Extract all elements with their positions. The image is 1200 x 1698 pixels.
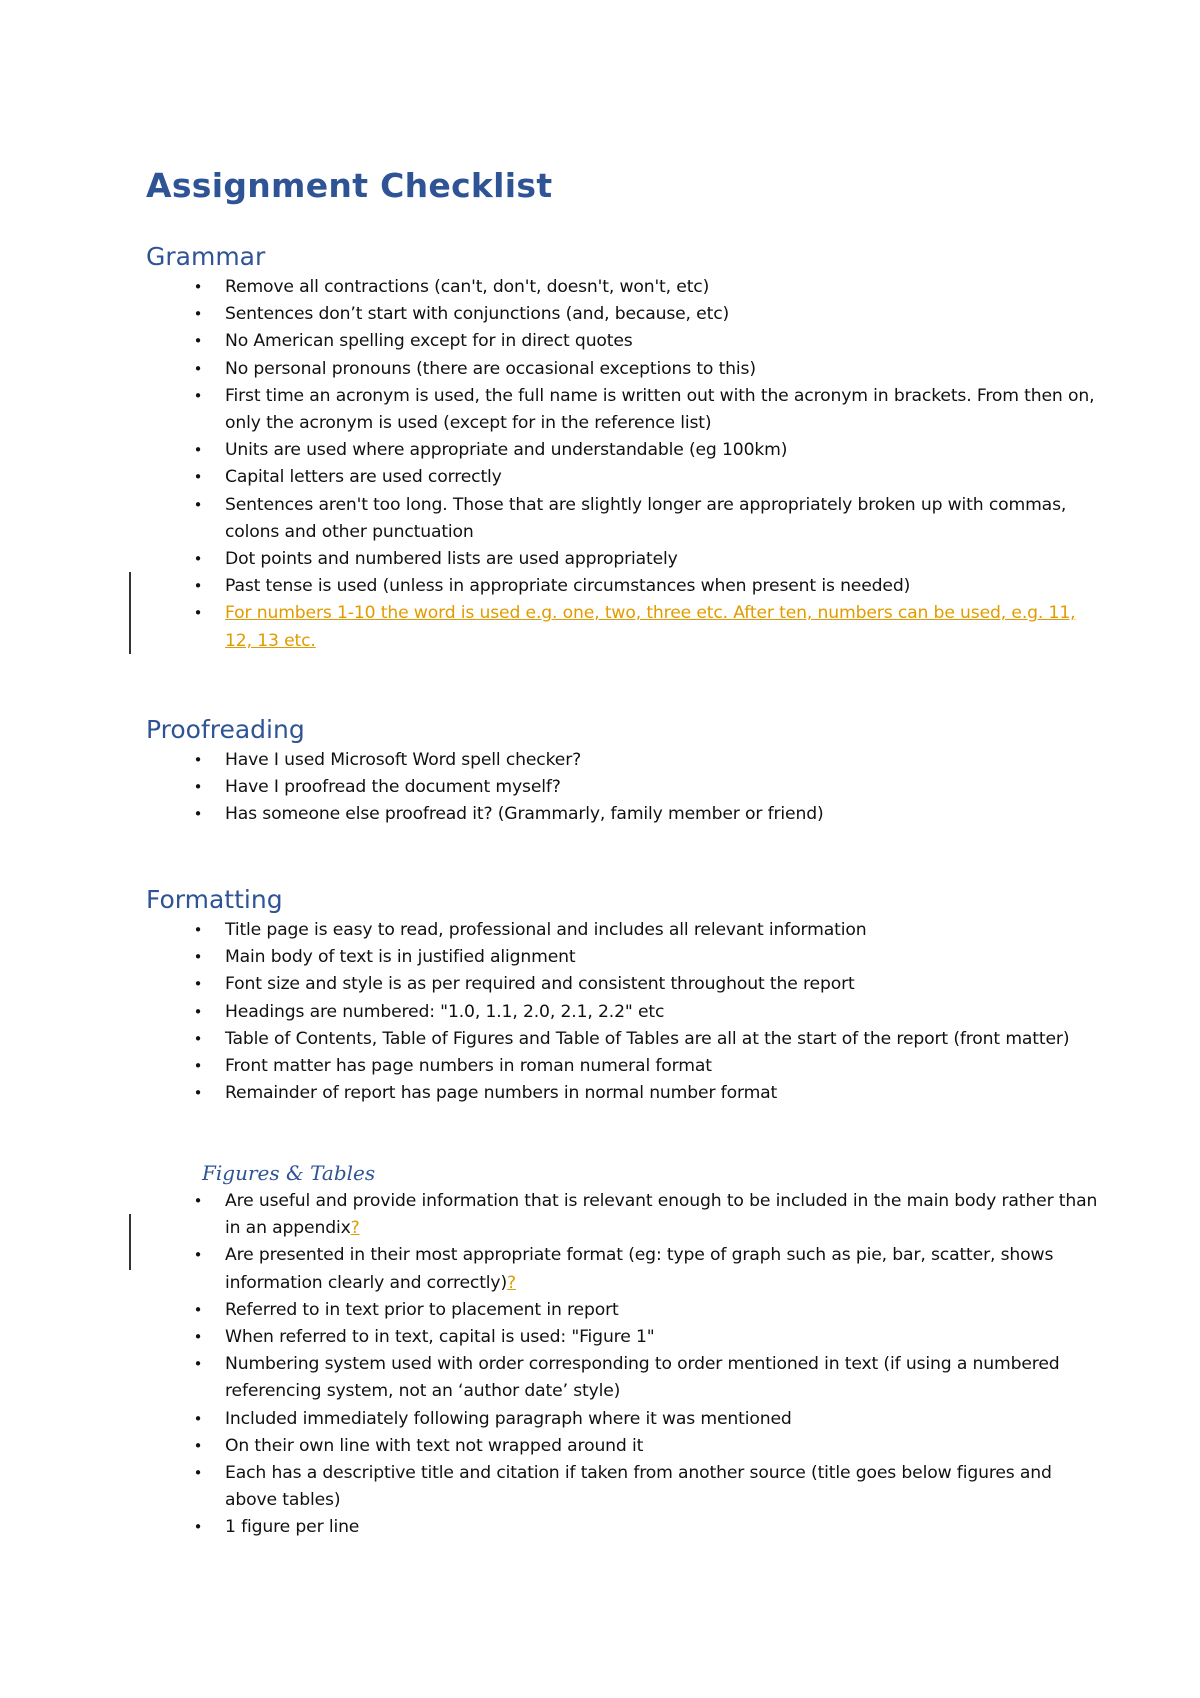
list-item bbox=[146, 944, 1106, 971]
formatting-section bbox=[146, 883, 1106, 1107]
list-item bbox=[146, 1351, 1106, 1405]
list-item-text: Sentences aren't too long. Those that are slightly longer are appropriately broken up with commas, colons and other punctuation bbox=[225, 494, 1067, 542]
bullet-icon: • bbox=[193, 1409, 203, 1428]
list-item bbox=[146, 917, 1106, 944]
bullet-icon: • bbox=[193, 1192, 203, 1210]
bullet-icon: • bbox=[193, 1246, 203, 1265]
figures-tables-heading: Figures & Tables bbox=[202, 1161, 376, 1185]
list-item-text: Remove all contractions (can't, don't, doesn't, won't, etc) bbox=[225, 277, 710, 297]
list-item-text: No personal pronouns (there are occasional exceptions to this) bbox=[225, 358, 756, 379]
bullet-icon: • bbox=[193, 1057, 203, 1076]
list-item-text: Main body of text is in justified alignment bbox=[225, 947, 576, 968]
list-item-text: Each has a descriptive title and citation if taken from another source (title goes below figures and above tables) bbox=[225, 1463, 1052, 1511]
proofreading-section bbox=[146, 713, 1106, 829]
list-item-text: Have I used Microsoft Word spell checker? bbox=[225, 750, 582, 770]
list-item bbox=[146, 383, 1106, 437]
list-item-text: Are presented in their most appropriate format (eg: type of graph such as pie, bar, scatter, shows information clearly and correctly) bbox=[225, 1245, 1054, 1293]
list-item bbox=[146, 1080, 1106, 1107]
figures-tables-list bbox=[146, 1188, 1106, 1542]
bullet-icon: • bbox=[193, 1355, 203, 1374]
list-item bbox=[146, 274, 1106, 301]
list-item bbox=[146, 1406, 1106, 1433]
bullet-icon: • bbox=[193, 278, 203, 296]
list-item bbox=[146, 1433, 1106, 1460]
list-item bbox=[146, 747, 1106, 774]
list-item-text: When referred to in text, capital is used: "Figure 1" bbox=[225, 1327, 655, 1348]
list-item-text: Has someone else proofread it? (Grammarly, family member or friend) bbox=[225, 804, 824, 825]
list-item bbox=[146, 1514, 1106, 1541]
list-item bbox=[146, 301, 1106, 328]
list-item bbox=[146, 971, 1106, 998]
proofreading-list bbox=[146, 747, 1106, 829]
bullet-icon: • bbox=[193, 604, 203, 623]
bullet-icon: • bbox=[193, 1436, 203, 1455]
list-item bbox=[146, 573, 1106, 600]
list-item-text: Title page is easy to read, professional and includes all relevant information bbox=[225, 920, 867, 940]
bullet-icon: • bbox=[193, 1328, 203, 1347]
grammar-list bbox=[146, 274, 1106, 655]
page-title: Assignment Checklist bbox=[146, 166, 553, 205]
list-item-text: Capital letters are used correctly bbox=[225, 467, 502, 488]
bullet-icon: • bbox=[193, 1300, 203, 1319]
list-item-text: Units are used where appropriate and understandable (eg 100km) bbox=[225, 440, 788, 461]
list-item-text: Front matter has page numbers in roman numeral format bbox=[225, 1056, 712, 1077]
list-item-text: Included immediately following paragraph where it was mentioned bbox=[225, 1408, 792, 1429]
grammar-section bbox=[146, 240, 1106, 655]
list-item bbox=[146, 1242, 1106, 1296]
proofreading-heading: Proofreading bbox=[146, 715, 305, 744]
bullet-icon: • bbox=[193, 386, 203, 405]
bullet-icon: • bbox=[193, 305, 203, 324]
list-item-text: Dot points and numbered lists are used appropriately bbox=[225, 549, 678, 570]
list-item-text: Have I proofread the document myself? bbox=[225, 777, 561, 798]
list-item bbox=[146, 328, 1106, 355]
bullet-icon: • bbox=[193, 921, 203, 939]
bullet-icon: • bbox=[193, 577, 203, 596]
list-item-text: On their own line with text not wrapped around it bbox=[225, 1435, 644, 1456]
list-item bbox=[146, 1297, 1106, 1324]
list-item bbox=[146, 999, 1106, 1026]
list-item-text: For numbers 1-10 the word is used e.g. one, two, three etc. After ten, numbers can be used, e.g. 11, 12, 13 etc. bbox=[225, 603, 1076, 651]
change-bar-grammar bbox=[129, 572, 131, 654]
list-item-text: First time an acronym is used, the full name is written out with the acronym in brackets. From then on, only the acronym is used (except for in the reference list) bbox=[225, 385, 1095, 434]
list-item bbox=[146, 774, 1106, 801]
list-item-text: Past tense is used (unless in appropriate circumstances when present is needed) bbox=[225, 576, 911, 597]
list-item bbox=[146, 464, 1106, 491]
formatting-list bbox=[146, 917, 1106, 1107]
list-item bbox=[146, 546, 1106, 573]
bullet-icon: • bbox=[193, 751, 203, 769]
list-item bbox=[146, 801, 1106, 828]
bullet-icon: • bbox=[193, 1518, 203, 1537]
bullet-icon: • bbox=[193, 468, 203, 487]
list-item bbox=[146, 1324, 1106, 1351]
bullet-icon: • bbox=[193, 359, 203, 378]
bullet-icon: • bbox=[193, 1029, 203, 1048]
bullet-icon: • bbox=[193, 975, 203, 994]
bullet-icon: • bbox=[193, 495, 203, 514]
list-item-text: Remainder of report has page numbers in normal number format bbox=[225, 1083, 778, 1104]
list-item-text: Numbering system used with order corresponding to order mentioned in text (if using a numbered referencing system, not an ‘author date’ style) bbox=[225, 1354, 1060, 1402]
formatting-heading: Formatting bbox=[146, 885, 283, 914]
list-item bbox=[146, 356, 1106, 383]
bullet-icon: • bbox=[193, 1464, 203, 1483]
bullet-icon: • bbox=[193, 805, 203, 824]
list-item-text: No American spelling except for in direct quotes bbox=[225, 331, 633, 352]
list-item-text: Sentences don’t start with conjunctions (and, because, etc) bbox=[225, 304, 730, 325]
list-item bbox=[146, 1053, 1106, 1080]
figures-tables-section bbox=[146, 1158, 1106, 1542]
list-item-tracked-change bbox=[146, 600, 1106, 654]
list-item-text: Are useful and provide information that is relevant enough to be included in the main body rather than in an appendix bbox=[225, 1191, 1098, 1239]
list-item bbox=[146, 1460, 1106, 1514]
list-item-text: Headings are numbered: "1.0, 1.1, 2.0, 2.1, 2.2" etc bbox=[225, 1001, 665, 1022]
list-item-text: Table of Contents, Table of Figures and Table of Tables are all at the start of the report (front matter) bbox=[225, 1028, 1070, 1049]
list-item bbox=[146, 437, 1106, 464]
bullet-icon: • bbox=[193, 441, 203, 460]
list-item bbox=[146, 1026, 1106, 1053]
list-item-text: 1 figure per line bbox=[225, 1517, 360, 1538]
list-item bbox=[146, 492, 1106, 546]
bullet-icon: • bbox=[193, 948, 203, 967]
inserted-question-mark: ? bbox=[350, 1218, 360, 1239]
bullet-icon: • bbox=[193, 1002, 203, 1021]
bullet-icon: • bbox=[193, 332, 203, 351]
inserted-question-mark: ? bbox=[507, 1272, 516, 1293]
list-item bbox=[146, 1188, 1106, 1242]
list-item-text: Font size and style is as per required and consistent throughout the report bbox=[225, 974, 855, 995]
bullet-icon: • bbox=[193, 550, 203, 569]
change-bar-figures-2 bbox=[129, 1240, 131, 1270]
list-item-text: Referred to in text prior to placement in report bbox=[225, 1299, 619, 1320]
bullet-icon: • bbox=[193, 778, 203, 797]
grammar-heading: Grammar bbox=[146, 242, 266, 271]
bullet-icon: • bbox=[193, 1084, 203, 1103]
